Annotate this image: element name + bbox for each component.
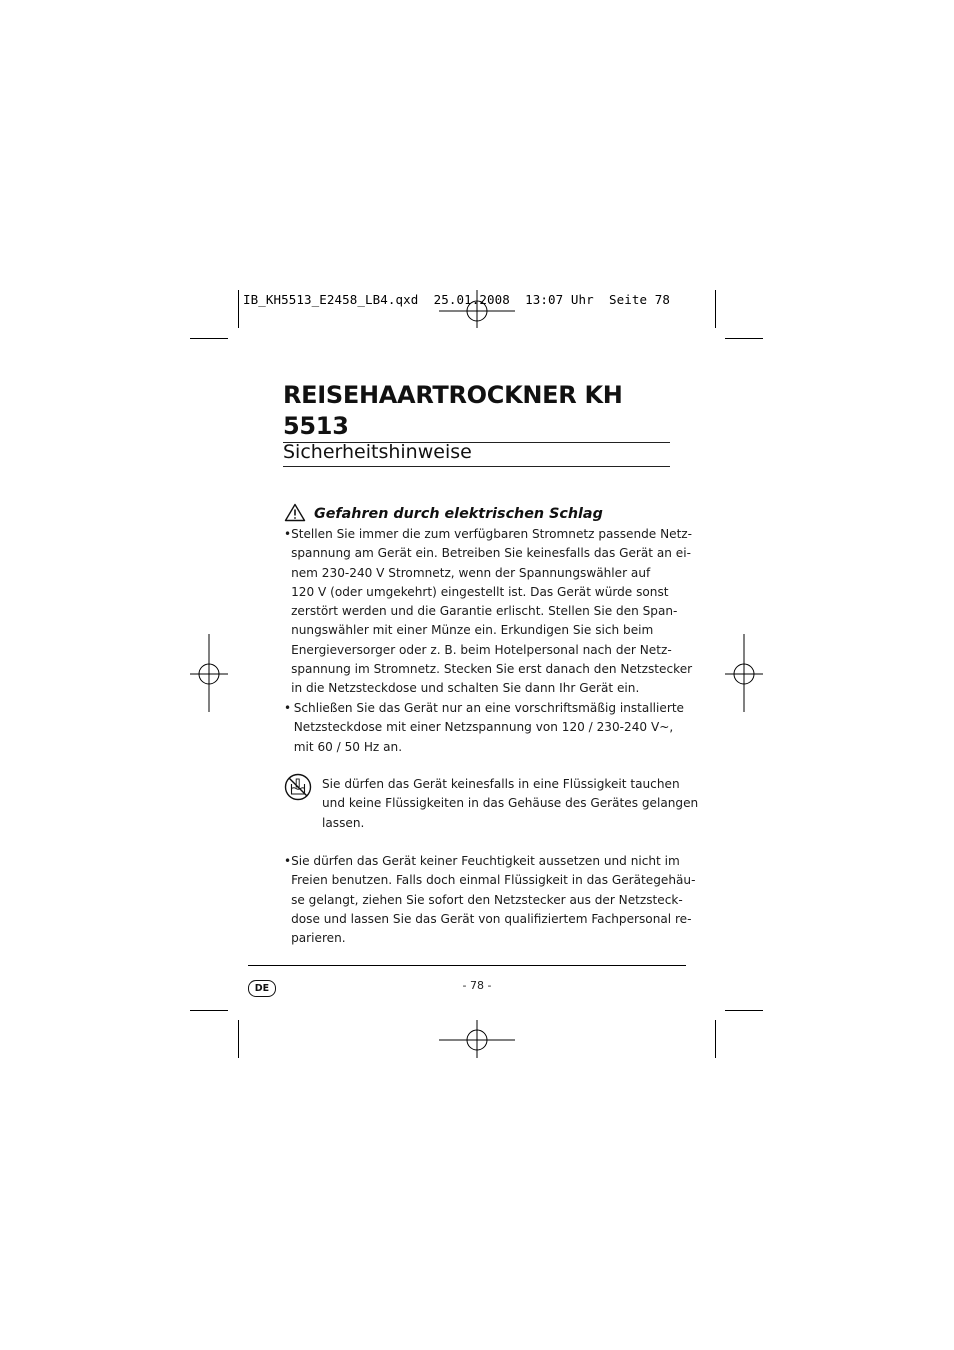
no-water-immersion-icon bbox=[284, 773, 312, 801]
registration-mark-left-icon bbox=[190, 634, 230, 714]
list-item bbox=[284, 699, 684, 757]
text-line: nungswähler mit einer Münze ein. Erkundigen Sie sich beim bbox=[291, 623, 654, 638]
text-line: zerstört werden und die Garantie erlischt. Stellen Sie den Span- bbox=[291, 604, 678, 619]
text-line: Energieversorger oder z. B. beim Hotelpersonal nach der Netz- bbox=[291, 642, 672, 657]
bullet-icon: • bbox=[284, 854, 292, 868]
list-item bbox=[284, 525, 693, 699]
subheading-text: Gefahren durch elektrischen Schlag bbox=[314, 506, 603, 522]
text-line: lassen. bbox=[322, 815, 365, 830]
text-line: se gelangt, ziehen Sie sofort den Netzstecker aus der Netzsteck- bbox=[291, 892, 683, 907]
registration-mark-right-icon bbox=[724, 634, 764, 714]
text-line: dose und lassen Sie das Gerät von qualifiziertem Fachpersonal re- bbox=[291, 911, 692, 926]
page-number: - 78 - bbox=[462, 979, 492, 992]
section-title: Sicherheitshinweise bbox=[283, 441, 670, 467]
text-line: in die Netzsteckdose und schalten Sie dann Ihr Gerät ein. bbox=[291, 681, 640, 696]
text-line: Netzsteckdose mit einer Netzspannung von 120 / 230-240 V~, bbox=[293, 720, 674, 735]
bullet-icon: • bbox=[284, 527, 292, 541]
text-line: Sie dürfen das Gerät keiner Feuchtigkeit aussetzen und nicht im bbox=[291, 854, 680, 868]
text-line: Stellen Sie immer die zum verfügbaren Stromnetz passende Netz- bbox=[291, 527, 693, 541]
text-line: parieren. bbox=[291, 931, 346, 946]
language-badge: DE bbox=[248, 980, 276, 997]
footer-rule bbox=[248, 965, 686, 966]
subheading bbox=[284, 503, 684, 522]
list-item-text bbox=[291, 852, 695, 948]
list-item-text bbox=[291, 525, 692, 699]
registration-mark-bottom-icon bbox=[437, 1020, 517, 1060]
text-line: Freien benutzen. Falls doch einmal Flüssigkeit in das Gerätegehäu- bbox=[291, 873, 696, 888]
text-line: spannung am Gerät ein. Betreiben Sie keinesfalls das Gerät an ei- bbox=[291, 546, 691, 561]
text-line: und keine Flüssigkeiten in das Gehäuse des Gerätes gelangen bbox=[322, 796, 699, 811]
page-title: REISEHAARTROCKNER KH 5513 bbox=[283, 380, 670, 443]
print-slug: IB_KH5513_E2458_LB4.qxd 25.01.2008 13:07 Uhr Seite 78 bbox=[243, 292, 671, 307]
text-line: spannung im Stromnetz. Stecken Sie erst danach den Netzstecker bbox=[291, 662, 693, 677]
bullet-icon: • bbox=[284, 701, 292, 715]
notice-text bbox=[322, 775, 699, 833]
list-item-text bbox=[294, 699, 684, 757]
text-line: nem 230-240 V Stromnetz, wenn der Spannungswähler auf bbox=[291, 565, 651, 580]
text-line: mit 60 / 50 Hz an. bbox=[293, 739, 403, 754]
text-line: 120 V (oder umgekehrt) eingestellt ist. Das Gerät würde sonst bbox=[291, 584, 669, 599]
text-line: Schließen Sie das Gerät nur an eine vorschriftsmäßig installierte bbox=[293, 701, 684, 715]
warning-triangle-icon bbox=[284, 503, 306, 522]
text-line: Sie dürfen das Gerät keinesfalls in eine Flüssigkeit tauchen bbox=[322, 777, 680, 791]
list-item bbox=[284, 852, 696, 948]
